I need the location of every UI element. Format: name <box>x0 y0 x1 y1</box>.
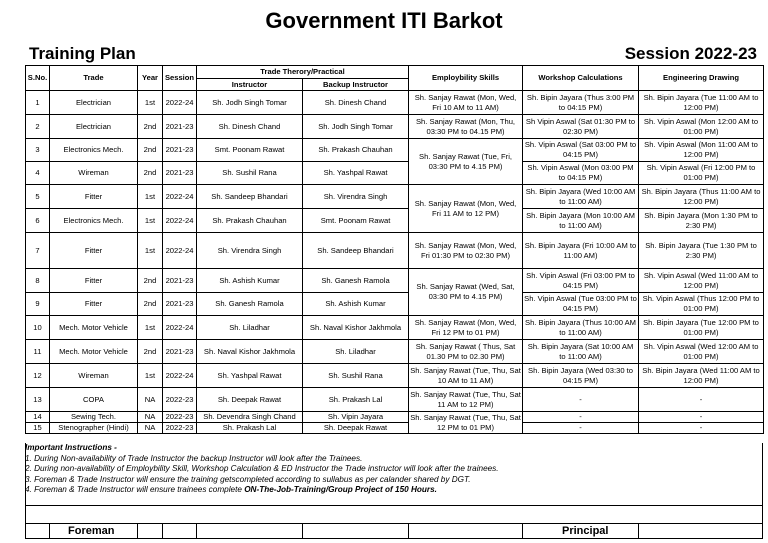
cell-workshop: Sh. Bipin Jayara (Sat 10:00 AM to 11:00 AM) <box>523 340 639 364</box>
cell-trade: Wireman <box>50 364 138 388</box>
table-row <box>26 269 764 293</box>
cell-sno: 1 <box>26 91 50 115</box>
cell-employability: Sh. Sanjay Rawat (Wed, Sat, 03:30 PM to 4.15 PM) <box>409 269 523 316</box>
signature-row <box>25 523 763 539</box>
training-plan-sheet <box>1 0 767 541</box>
cell-backup: Sh. Sandeep Bhandari <box>303 233 409 269</box>
col-backup-instructor: Backup Instructor <box>303 79 409 91</box>
cell-session: 2022-24 <box>163 91 197 115</box>
cell-divider <box>162 524 163 538</box>
important-instructions <box>25 443 763 496</box>
cell-workshop: - <box>523 412 639 423</box>
cell-trade: Fitter <box>50 293 138 316</box>
instruction-item-emphasis: ON-The-Job-Training/Group Project of 150 Hours. <box>244 485 437 494</box>
instruction-item: 1. During Non-availability of Trade Instructor the backup Instructor will look after the Trainees. <box>25 453 363 463</box>
cell-divider <box>522 524 523 538</box>
cell-session: 2022-24 <box>163 233 197 269</box>
foreman-signature-label: Foreman <box>68 525 115 537</box>
cell-session: 2021-23 <box>163 293 197 316</box>
cell-workshop: Sh. Bipin Jayara (Thus 10:00 AM to 11:00 AM) <box>523 316 639 340</box>
cell-sno: 13 <box>26 388 50 412</box>
cell-session: 2021-23 <box>163 269 197 293</box>
col-trade: Trade <box>50 66 138 91</box>
cell-drawing: - <box>639 412 764 423</box>
instruction-item: 3. Foreman & Trade Instructor will ensure the training getscompleted according to sullabus as per calander shared by DGT. <box>25 474 471 484</box>
cell-instructor: Sh. Deepak Rawat <box>197 388 303 412</box>
table-row <box>26 388 764 412</box>
cell-divider <box>302 524 303 538</box>
cell-instructor: Sh. Prakash Lal <box>197 423 303 434</box>
cell-workshop: - <box>523 388 639 412</box>
cell-sno: 14 <box>26 412 50 423</box>
col-instructor: Instructor <box>197 79 303 91</box>
cell-trade: Electronics Mech. <box>50 209 138 233</box>
cell-session: 2022-23 <box>163 423 197 434</box>
cell-drawing: Sh. Bipin Jayara (Mon 1:30 PM to 2:30 PM) <box>639 209 764 233</box>
cell-workshop: Sh. Bipin Jayara (Wed 10:00 AM to 11:00 AM) <box>523 185 639 209</box>
col-session: Session <box>163 66 197 91</box>
instruction-item: 2. During non-availability of Employbility Skill, Workshop Calculation & ED Instructor the Trade instructor will look after the trainees. <box>25 464 499 473</box>
cell-year: 2nd <box>138 293 163 316</box>
cell-trade: Fitter <box>50 233 138 269</box>
cell-drawing: - <box>639 423 764 434</box>
col-group-theory-practical: Trade Therory/Practical <box>197 66 409 79</box>
cell-employability: Sh. Sanjay Rawat (Tue, Thu, Sat 11 AM to 12 PM) <box>409 388 523 412</box>
cell-backup: Sh. Prakash Lal <box>303 388 409 412</box>
cell-workshop: Sh. Bipin Jayara (Wed 03:30 to 04:15 PM) <box>523 364 639 388</box>
cell-year: 1st <box>138 91 163 115</box>
cell-instructor: Sh. Ganesh Ramola <box>197 293 303 316</box>
cell-sno: 15 <box>26 423 50 434</box>
cell-sno: 12 <box>26 364 50 388</box>
cell-drawing: Sh. Bipin Jayara (Thus 11:00 AM to 12:00 PM) <box>639 185 764 209</box>
cell-workshop: Sh. Vipin Aswal (Mon 03:00 PM to 04:15 PM) <box>523 162 639 185</box>
col-sno: S.No. <box>26 66 50 91</box>
cell-instructor: Sh. Dinesh Chand <box>197 115 303 139</box>
table-row <box>26 91 764 115</box>
col-year: Year <box>138 66 163 91</box>
cell-trade: Fitter <box>50 185 138 209</box>
cell-backup: Sh. Dinesh Chand <box>303 91 409 115</box>
cell-trade: Mech. Motor Vehicle <box>50 340 138 364</box>
cell-backup: Sh. Yashpal Rawat <box>303 162 409 185</box>
cell-instructor: Sh. Sandeep Bhandari <box>197 185 303 209</box>
cell-workshop: Sh. Vipin Aswal (Fri 03:00 PM to 04:15 PM) <box>523 269 639 293</box>
training-plan-table <box>25 65 764 434</box>
cell-workshop: - <box>523 423 639 434</box>
cell-session: 2022-24 <box>163 316 197 340</box>
cell-session: 2021-23 <box>163 340 197 364</box>
cell-session: 2021-23 <box>163 115 197 139</box>
cell-drawing: - <box>639 388 764 412</box>
cell-drawing: Sh. Bipin Jayara (Wed 11:00 AM to 12:00 PM) <box>639 364 764 388</box>
cell-backup: Sh. Sushil Rana <box>303 364 409 388</box>
cell-employability: Sh. Sanjay Rawat (Tue, Fri, 03:30 PM to 4.15 PM) <box>409 139 523 185</box>
cell-employability: Sh. Sanjay Rawat (Mon, Wed, Fri 12 PM to 01 PM) <box>409 316 523 340</box>
cell-drawing: Sh. Vipin Aswal (Thus 12:00 PM to 01:00 PM) <box>639 293 764 316</box>
page-title: Government ITI Barkot <box>265 8 503 33</box>
cell-employability: Sh. Sanjay Rawat (Tue, Thu, Sat 12 PM to 01 PM) <box>410 412 521 432</box>
cell-workshop: Sh. Vipin Aswal (Tue 03:00 PM to 04:15 PM) <box>523 293 639 316</box>
cell-employability: Sh. Sanjay Rawat (Mon, Thu, 03:30 PM to 04.15 PM) <box>409 115 523 139</box>
table-row <box>26 115 764 139</box>
cell-trade: Electrician <box>50 115 138 139</box>
cell-employability: Sh. Sanjay Rawat ( Thus, Sat 01.30 PM to 02.30 PM) <box>409 340 523 364</box>
cell-instructor: Sh. Ashish Kumar <box>197 269 303 293</box>
cell-backup: Sh. Liladhar <box>303 340 409 364</box>
cell-drawing: Sh. Bipin Jayara (Tue 12:00 PM to 01:00 PM) <box>639 316 764 340</box>
cell-instructor: Sh. Devendra Singh Chand <box>197 412 303 423</box>
cell-trade: Electronics Mech. <box>50 139 138 162</box>
cell-drawing: Sh. Vipin Aswal (Mon 12:00 AM to 01:00 PM) <box>639 115 764 139</box>
cell-sno: 3 <box>26 139 50 162</box>
cell-backup: Sh. Deepak Rawat <box>303 423 409 434</box>
cell-session: 2022-24 <box>163 209 197 233</box>
cell-instructor: Sh. Prakash Chauhan <box>197 209 303 233</box>
cell-workshop: Sh Vipin Aswal (Sat 01:30 PM to 02:30 PM) <box>523 115 639 139</box>
cell-sno: 11 <box>26 340 50 364</box>
cell-divider <box>196 524 197 538</box>
cell-year: 1st <box>138 185 163 209</box>
cell-divider <box>638 524 639 538</box>
cell-year: 2nd <box>138 340 163 364</box>
cell-year: 2nd <box>138 162 163 185</box>
cell-sno: 9 <box>26 293 50 316</box>
cell-drawing: Sh. Vipin Aswal (Wed 11:00 AM to 12:00 PM) <box>639 269 764 293</box>
training-plan-heading: Training Plan <box>29 44 136 63</box>
cell-session: 2022-23 <box>163 412 197 423</box>
cell-sno: 7 <box>26 233 50 269</box>
cell-sno: 8 <box>26 269 50 293</box>
cell-instructor: Sh. Yashpal Rawat <box>197 364 303 388</box>
table-row <box>26 364 764 388</box>
cell-instructor: Smt. Poonam Rawat <box>197 139 303 162</box>
cell-drawing: Sh. Vipin Aswal (Fri 12:00 PM to 01:00 PM) <box>639 162 764 185</box>
cell-backup: Sh. Virendra Singh <box>303 185 409 209</box>
table-row <box>26 340 764 364</box>
table-row <box>26 412 764 423</box>
cell-trade: Stenographer (Hindi) <box>50 423 138 434</box>
cell-divider <box>408 524 409 538</box>
col-employability: Employbility Skills <box>409 66 523 91</box>
cell-session: 2021-23 <box>163 162 197 185</box>
principal-signature-label: Principal <box>562 525 609 537</box>
cell-backup: Sh. Jodh Singh Tomar <box>303 115 409 139</box>
cell-trade: Wireman <box>50 162 138 185</box>
cell-sno: 4 <box>26 162 50 185</box>
cell-employability: Sh. Sanjay Rawat (Mon, Wed, Fri 01:30 PM to 02:30 PM) <box>409 233 523 269</box>
cell-drawing: Sh. Vipin Aswal (Wed 12:00 AM to 01:00 PM) <box>639 340 764 364</box>
cell-instructor: Sh. Jodh Singh Tomar <box>197 91 303 115</box>
table-row <box>26 185 764 209</box>
cell-year: 2nd <box>138 139 163 162</box>
cell-trade: Mech. Motor Vehicle <box>50 316 138 340</box>
cell-year: NA <box>138 388 163 412</box>
cell-drawing: Sh. Bipin Jayara (Tue 11:00 AM to 12:00 PM) <box>639 91 764 115</box>
cell-backup: Sh. Ganesh Ramola <box>303 269 409 293</box>
cell-backup: Sh. Ashish Kumar <box>303 293 409 316</box>
table-row <box>26 139 764 162</box>
cell-workshop: Sh. Bipin Jayara (Fri 10:00 AM to 11:00 AM) <box>523 233 639 269</box>
cell-trade: COPA <box>50 388 138 412</box>
cell-sno: 5 <box>26 185 50 209</box>
cell-year: NA <box>138 412 163 423</box>
cell-workshop: Sh. Bipin Jayara (Thus 3:00 PM to 04:15 PM) <box>523 91 639 115</box>
col-drawing: Engineering Drawing <box>639 66 764 91</box>
table-row <box>26 293 764 316</box>
cell-session: 2022-24 <box>163 364 197 388</box>
cell-employability: Sh. Sanjay Rawat (Mon, Wed, Fri 11 AM to 12 PM) <box>409 185 523 233</box>
cell-backup: Sh. Prakash Chauhan <box>303 139 409 162</box>
instruction-item-text: 4. Foreman & Trade Instructor will ensure trainees complete <box>25 485 245 494</box>
col-workshop: Workshop Calculations <box>523 66 639 91</box>
cell-workshop: Sh. Bipin Jayara (Mon 10:00 AM to 11:00 AM) <box>523 209 639 233</box>
cell-year: 2nd <box>138 269 163 293</box>
row-divider <box>25 505 763 506</box>
cell-instructor: Sh. Liladhar <box>197 316 303 340</box>
instructions-heading: Important Instructions - <box>25 443 117 452</box>
instruction-item <box>25 485 763 496</box>
cell-sno: 2 <box>26 115 50 139</box>
cell-trade: Sewing Tech. <box>50 412 138 423</box>
cell-session: 2022-24 <box>163 185 197 209</box>
cell-instructor: Sh. Virendra Singh <box>197 233 303 269</box>
cell-backup: Smt. Poonam Rawat <box>303 209 409 233</box>
cell-year: 1st <box>138 233 163 269</box>
cell-instructor: Sh. Sushil Rana <box>197 162 303 185</box>
cell-backup: Sh. Naval Kishor Jakhmola <box>303 316 409 340</box>
table-row <box>26 316 764 340</box>
table-row <box>26 209 764 233</box>
cell-session: 2022-23 <box>163 388 197 412</box>
cell-workshop: Sh. Vipin Aswal (Sat 03:00 PM to 04:15 PM) <box>523 139 639 162</box>
cell-year: 1st <box>138 316 163 340</box>
session-heading: Session 2022-23 <box>624 44 757 63</box>
cell-year: 1st <box>138 364 163 388</box>
cell-drawing: Sh. Bipin Jayara (Tue 1:30 PM to 2:30 PM) <box>639 233 764 269</box>
cell-trade: Fitter <box>50 269 138 293</box>
cell-session: 2021-23 <box>163 139 197 162</box>
cell-backup: Sh. Vipin Jayara <box>303 412 409 423</box>
cell-year: NA <box>138 423 163 434</box>
cell-sno: 10 <box>26 316 50 340</box>
table-row <box>26 423 764 434</box>
cell-sno: 6 <box>26 209 50 233</box>
table-row <box>26 162 764 185</box>
cell-divider <box>49 524 50 538</box>
cell-instructor: Sh. Naval Kishor Jakhmola <box>197 340 303 364</box>
cell-trade: Electrician <box>50 91 138 115</box>
cell-year: 1st <box>138 209 163 233</box>
cell-year: 2nd <box>138 115 163 139</box>
cell-employability: Sh. Sanjay Rawat (Tue, Thu, Sat 10 AM to 11 AM) <box>409 364 523 388</box>
cell-drawing: Sh. Vipin Aswal (Mon 11:00 AM to 12:00 PM) <box>639 139 764 162</box>
cell-employability: Sh. Sanjay Rawat (Mon, Wed, Fri 10 AM to 11 AM) <box>409 91 523 115</box>
cell-divider <box>137 524 138 538</box>
table-row <box>26 233 764 269</box>
